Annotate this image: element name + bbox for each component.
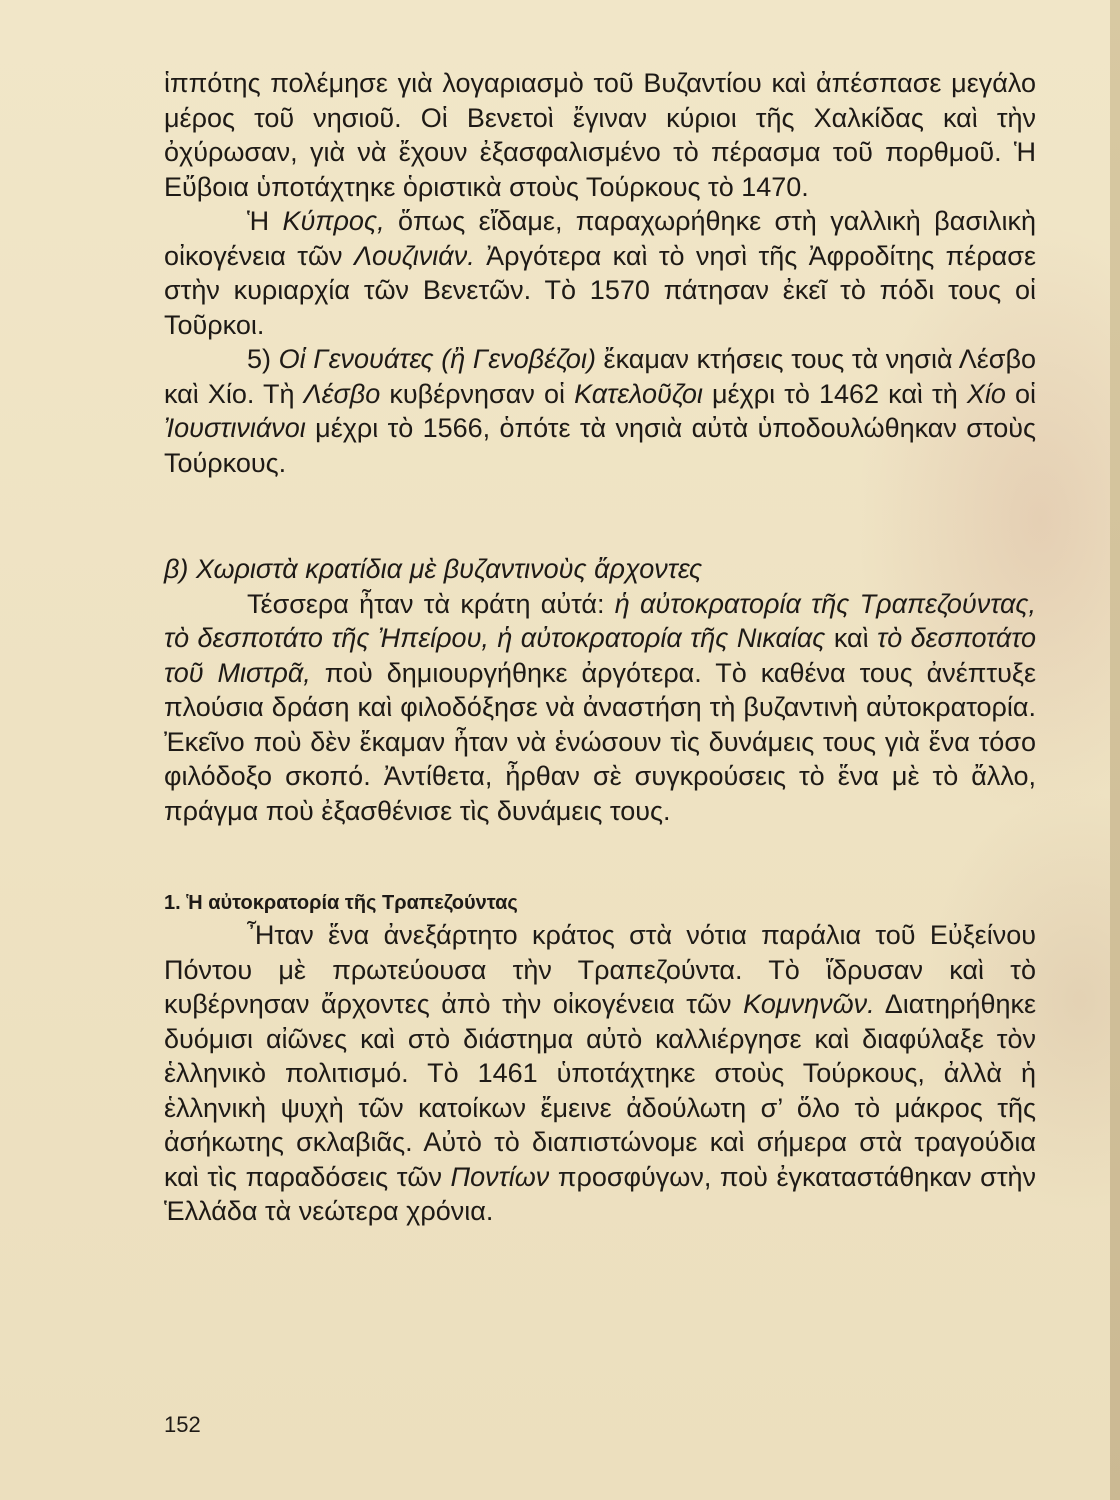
paragraph-genoese: 5) Οἱ Γενουάτες (ἢ Γενοβέζοι) ἔκαμαν κτήσεις τους τὰ νησιὰ Λέσβο καὶ Χίο. Τὴ Λέσβο κυβέρνησαν οἱ Κατελοῦζοι μέχρι τὸ 1462 καὶ τὴ Χίο οἱ Ἰουστινιάνοι μέχρι τὸ 1566, ὁπότε τὰ νησιὰ αὐτὰ ὑποδουλώθηκαν στοὺς Τούρκους. [164, 344, 1036, 478]
page-edge [1110, 0, 1120, 1500]
page-number: 152 [164, 1412, 201, 1437]
paragraph-cyprus: Ἡ Κύπρος, ὅπως εἴδαμε, παραχωρήθηκε στὴ γαλλικὴ βασιλικὴ οἰκογένεια τῶν Λουζινιάν. Ἀργότερα καὶ τὸ νησὶ τῆς Ἀφροδίτης πέρασε στὴν κυριαρχία τῶν Βενετῶν. Τὸ 1570 πάτησαν ἐκεῖ τὸ πόδι τους οἱ Τοῦρκοι. [164, 206, 1037, 340]
page-content [164, 66, 1036, 1229]
paragraph-trebizond: Ἦταν ἕνα ἀνεξάρτητο κράτος στὰ νότια παράλια τοῦ Εὐξείνου Πόντου μὲ πρωτεύουσα τὴν Τραπεζούντα. Τὸ ἵδρυσαν καὶ τὸ κυβέρνησαν ἄρχοντες ἀπὸ τὴν οἰκογένεια τῶν Κομνηνῶν. Διατηρήθηκε δυόμισι αἰῶνες καὶ στὸ διάστημα αὐτὸ καλλιέργησε καὶ διαφύλαξε τὸν ἑλληνικὸ πολιτισμό. Τὸ 1461 ὑποτάχτηκε στοὺς Τούρκους, ἀλλὰ ἡ ἑλληνικὴ ψυχὴ τῶν κατοίκων ἔμεινε ἀδούλωτη σ’ ὅλο τὸ μάκρος τῆς ἀσήκωτης σκλαβιᾶς. Αὐτὸ τὸ διαπιστώνομε καὶ σήμερα στὰ τραγούδια καὶ τὶς παραδόσεις τῶν Ποντίων προσφύγων, ποὺ ἐγκαταστάθηκαν στὴν Ἑλλάδα τὰ νεώτερα χρόνια. [164, 920, 1037, 1226]
section-heading-separate-states: β) Χωριστὰ κρατίδια μὲ βυζαντινοὺς ἄρχοντες [164, 554, 703, 584]
paragraph-four-states: Τέσσερα ἦταν τὰ κράτη αὐτά: ἡ αὐτοκρατορία τῆς Τραπεζούντας, τὸ δεσποτάτο τῆς Ἠπείρου, ἡ αὐτοκρατορία τῆς Νικαίας καὶ τὸ δεσποτάτο τοῦ Μιστρᾶ, ποὺ δημιουργήθηκε ἀργότερα. Τὸ καθένα τους ἀνέπτυξε πλούσια δράση καὶ φιλοδόξησε νὰ ἀναστήση τὴ βυζαντινὴ αὐτοκρατορία. Ἐκεῖνο ποὺ δὲν ἔκαμαν ἦταν νὰ ἑνώσουν τὶς δυνάμεις τους γιὰ ἕνα τόσο φιλόδοξο σκοπό. Ἀντίθετα, ἦρθαν σὲ συγκρούσεις τὸ ἕνα μὲ τὸ ἄλλο, πράγμα ποὺ ἐξασθένισε τὶς δυνάμεις τους. [164, 588, 1037, 826]
paragraph-evia: ἱππότης πολέμησε γιὰ λογαριασμὸ τοῦ Βυζαντίου καὶ ἀπέσπασε μεγάλο μέρος τοῦ νησιοῦ. Οἱ Βενετοὶ ἔγιναν κύριοι τῆς Χαλκίδας καὶ τὴν ὀχύρωσαν, γιὰ νὰ ἔχουν ἐξασφαλισμένο τὸ πέρασμα τοῦ πορθμοῦ. Ἡ Εὔβοια ὑποτάχτηκε ὁριστικὰ στοὺς Τούρκους τὸ 1470. [164, 68, 1036, 202]
section-heading-trebizond: 1. Ἡ αὐτοκρατορία τῆς Τραπεζούντας [164, 892, 518, 914]
